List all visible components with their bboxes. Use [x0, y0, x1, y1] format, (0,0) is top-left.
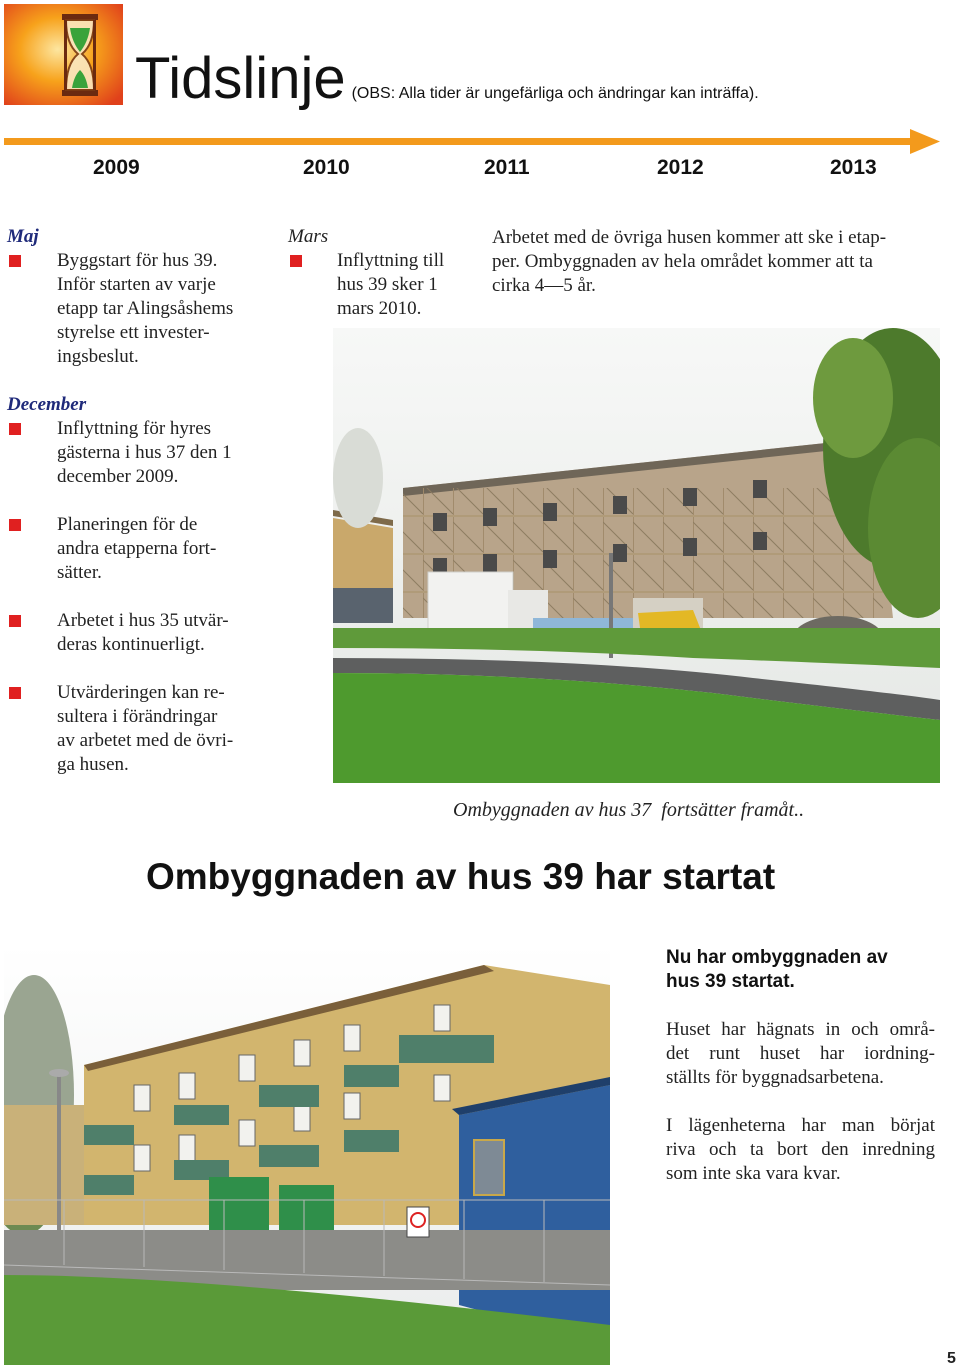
year-2013: 2013 — [830, 156, 877, 179]
text-line: av arbetet med de övri- — [57, 730, 234, 751]
year-2012: 2012 — [657, 156, 704, 179]
title-text: Tidslinje — [135, 46, 346, 111]
text-line: Arbetet i hus 35 utvär- — [57, 610, 229, 631]
text-line: mars 2010. — [337, 298, 422, 319]
text-line: Byggstart för hus 39. — [57, 250, 218, 271]
text-line: gästerna i hus 37 den 1 — [57, 442, 232, 463]
year-2011: 2011 — [484, 156, 530, 179]
title-note: (OBS: Alla tider är ungefärliga och ändringar kan inträffa). — [351, 85, 759, 102]
year-2010: 2010 — [303, 156, 350, 179]
bullet-square-icon — [9, 519, 21, 531]
side-paragraph-1 — [666, 1018, 935, 1090]
page-title — [135, 46, 759, 127]
text-line: sultera i förändringar — [57, 706, 218, 727]
text-line: det runt huset har iordning- — [666, 1043, 935, 1064]
text-line: Nu har ombyggnaden av — [666, 947, 888, 968]
text-line: som inte ska vara kvar. — [666, 1163, 841, 1184]
bullet-square-icon — [9, 615, 21, 627]
text-line: ingsbeslut. — [57, 346, 139, 367]
col2011-text — [492, 226, 886, 298]
dec-item-4 — [57, 681, 233, 777]
text-line: etapp tar Alingsåshems — [57, 298, 234, 319]
side-heading — [666, 946, 888, 994]
dec-item-2 — [57, 513, 216, 585]
text-line: riva och ta bort den inredning — [666, 1139, 935, 1160]
bullet-square-icon — [9, 255, 21, 267]
text-line: Huset har hägnats in och områ- — [666, 1019, 935, 1040]
text-line: Inför starten av varje — [57, 274, 216, 295]
text-line: Utvärderingen kan re- — [57, 682, 225, 703]
dec-item-1 — [57, 417, 232, 489]
photo-hus-39 — [4, 945, 610, 1365]
section-heading: Ombyggnaden av hus 39 har startat — [146, 856, 776, 897]
text-line: hus 39 startat. — [666, 971, 795, 992]
hourglass-logo — [4, 4, 123, 105]
text-line: Inflyttning till — [337, 250, 445, 271]
text-line: cirka 4—5 år. — [492, 275, 596, 296]
text-line: hus 39 sker 1 — [337, 274, 438, 295]
text-line: styrelse ett invester- — [57, 322, 210, 343]
text-line: ställts för byggnadsarbetena. — [666, 1067, 884, 1088]
page-number: 5 — [947, 1350, 956, 1367]
dec-item-3 — [57, 609, 229, 657]
text-line: Planeringen för de — [57, 514, 198, 535]
text-line: Inflyttning för hyres — [57, 418, 212, 439]
text-line: deras kontinuerligt. — [57, 634, 205, 655]
year-2009: 2009 — [93, 156, 140, 179]
text-line: I lägenheterna har man börjat — [666, 1115, 935, 1136]
side-paragraph-2 — [666, 1114, 935, 1186]
text-line: ga husen. — [57, 754, 129, 775]
bullet-square-icon — [290, 255, 302, 267]
text-line: sätter. — [57, 562, 102, 583]
month-mars: Mars — [288, 226, 329, 247]
text-line: per. Ombyggnaden av hela området kommer att ta — [492, 251, 873, 272]
maj-item — [57, 249, 233, 369]
text-line: december 2009. — [57, 466, 179, 487]
mars-item — [337, 249, 444, 321]
text-line: Arbetet med de övriga husen kommer att ske i etap- — [492, 227, 887, 248]
timeline-arrow — [4, 128, 942, 156]
bullet-square-icon — [9, 687, 21, 699]
bullet-square-icon — [9, 423, 21, 435]
month-december: December — [7, 394, 87, 415]
text-line: andra etapperna fort- — [57, 538, 217, 559]
photo-hus-37 — [333, 328, 940, 783]
month-maj: Maj — [7, 226, 39, 247]
photo-1-caption: Ombyggnaden av hus 37 fortsätter framåt.. — [453, 799, 805, 821]
